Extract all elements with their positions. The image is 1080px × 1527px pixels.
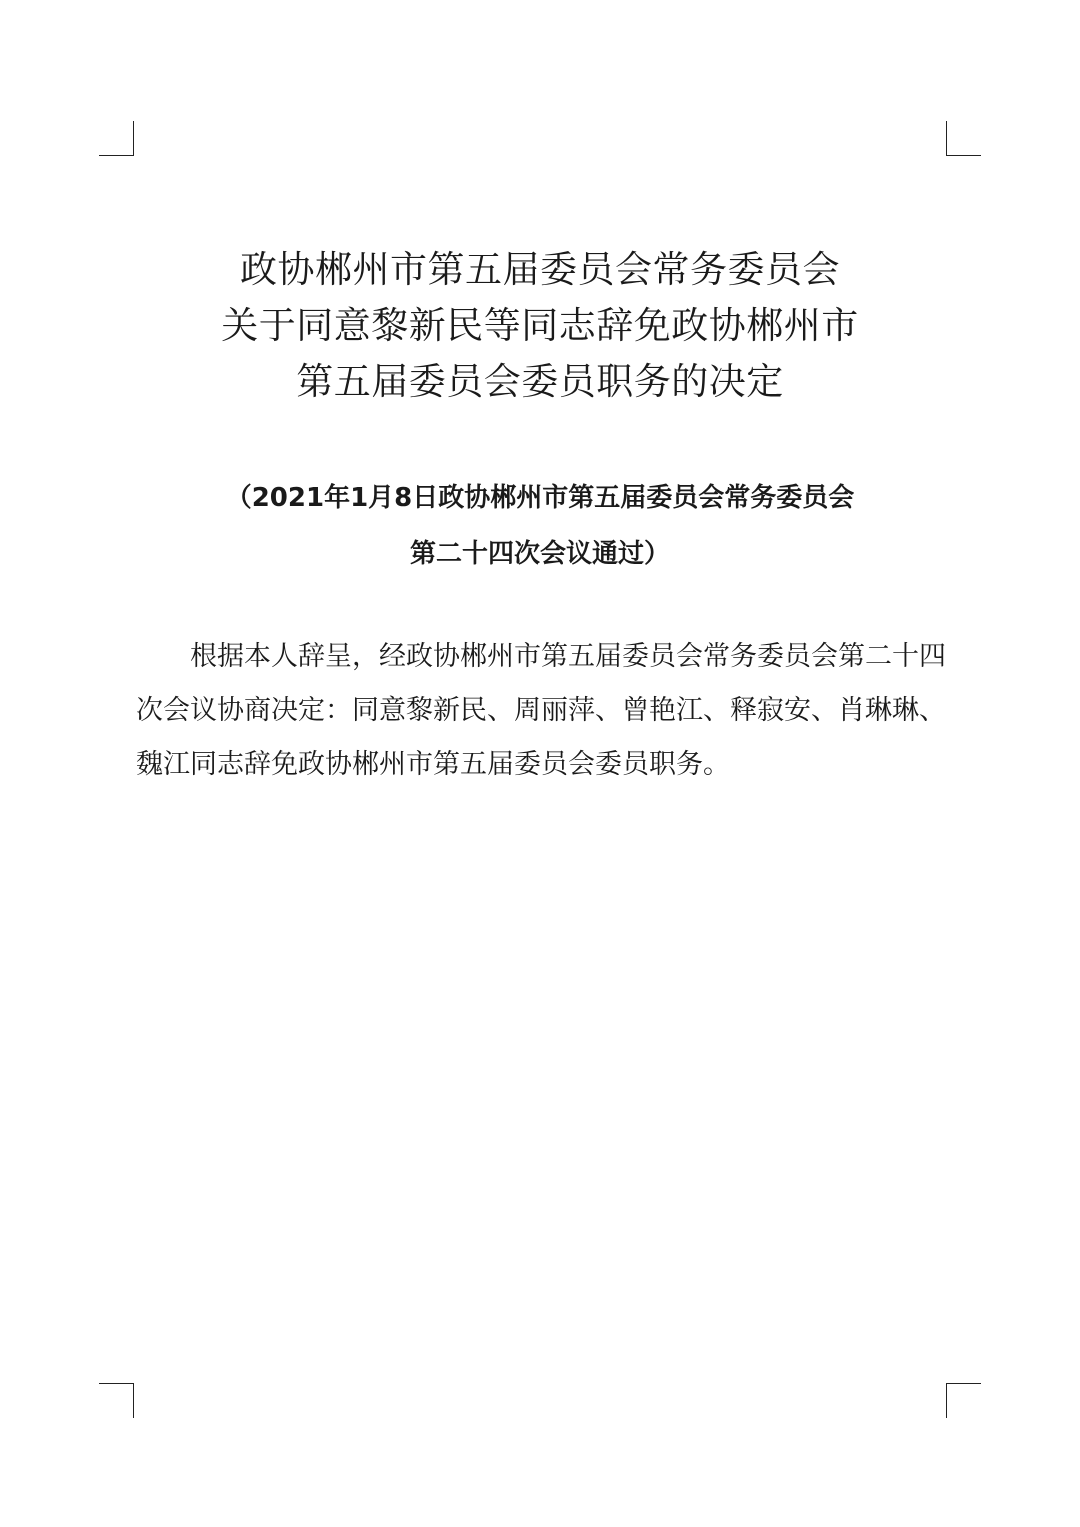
crop-mark-bottom-left	[99, 1383, 134, 1418]
title-line-2: 关于同意黎新民等同志辞免政协郴州市	[221, 304, 859, 347]
crop-mark-top-right	[946, 121, 981, 156]
title-line-3: 第五届委员会委员职务的决定	[296, 360, 784, 403]
crop-mark-bottom-right	[946, 1383, 981, 1418]
document-title	[0, 242, 1080, 410]
decision-paragraph: 根据本人辞呈，经政协郴州市第五届委员会常务委员会第二十四次会议协商决定：同意黎新民、周丽萍、曾艳江、释寂安、肖琳琳、魏江同志辞免政协郴州市第五届委员会委员职务。	[136, 641, 946, 780]
title-line-1: 政协郴州市第五届委员会常务委员会	[240, 248, 840, 291]
adoption-note	[0, 470, 1080, 582]
adoption-note-line-2: 第二十四次会议通过）	[409, 539, 670, 569]
adoption-note-line-1: （2021年1月8日政协郴州市第五届委员会常务委员会	[225, 483, 855, 513]
crop-mark-top-left	[99, 121, 134, 156]
